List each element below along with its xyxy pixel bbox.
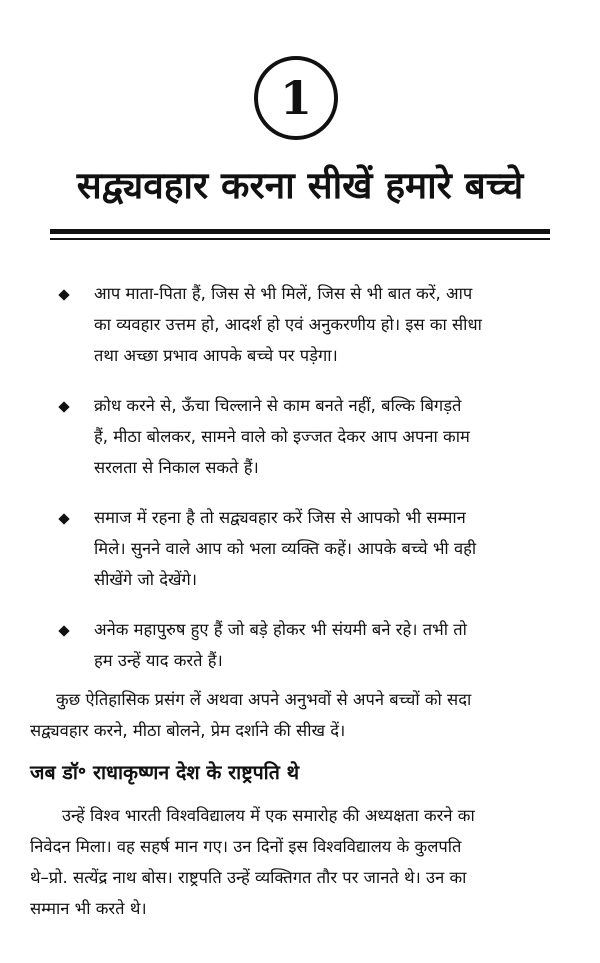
chapter-number: 1 [279,71,312,125]
bullet-item [56,502,568,595]
section-heading: जब डॉ॰ राधाकृष्णन देश के राष्ट्रपति थे [30,761,300,784]
section-paragraph [30,800,575,924]
bullet-list [56,278,568,695]
bullet-item [56,390,568,483]
bullet-text-line: आप माता-पिता हैं, जिस से भी मिलें, जिस से भी बात करें, आप [94,284,473,303]
paragraph-line: सद्व्यवहार करने, मीठा बोलने, प्रेम दर्शाने की सीख दें। [30,721,346,740]
paragraph-line: निवेदन मिला। वह सहर्ष मान गए। उन दिनों इस विश्वविद्यालय के कुलपति [30,837,462,856]
paragraph-line: कुछ ऐतिहासिक प्रसंग लें अथवा अपने अनुभवों से अपने बच्चों को सदा [56,690,472,709]
chapter-title: सद्व्यवहार करना सीखें हमारे बच्चे [76,164,524,207]
diamond-bullet-icon [58,513,69,524]
bullet-text-line: समाज में रहना है तो सद्व्यवहार करें जिस से आपको भी सम्मान [94,508,466,527]
diamond-bullet-icon [58,289,69,300]
bullet-text-line: अनेक महापुरुष हुए हैं जो बड़े होकर भी संयमी बने रहे। तभी तो [94,620,467,639]
diamond-bullet-icon [58,401,69,412]
paragraph-line: सम्मान भी करते थे। [30,899,147,918]
bullet-text-line: मिले। सुनने वाले आप को भला व्यक्ति कहें। आपके बच्चे भी वही [94,539,477,558]
diamond-bullet-icon [58,625,69,636]
bullet-text-line: सरलता से निकाल सकते हैं। [94,458,259,477]
bullet-text-line: सीखेंगे जो देखेंगे। [94,570,198,589]
chapter-number-badge [254,56,338,140]
paragraph-line: थे–प्रो. सत्येंद्र नाथ बोस। राष्ट्रपति उन्हें व्यक्तिगत तौर पर जानते थे। उन का [30,868,467,887]
paragraph-line: उन्हें विश्व भारती विश्वविद्यालय में एक समारोह की अध्यक्षता करने का [62,806,475,825]
bullet-text-line: तथा अच्छा प्रभाव आपके बच्चे पर पड़ेगा। [94,346,338,365]
intro-paragraph [30,684,575,746]
bullet-item [56,614,568,676]
bullet-text-line: हैं, मीठा बोलकर, सामने वाले को इज्जत देकर आप अपना काम [94,427,470,446]
bullet-text-line: क्रोध करने से, ऊँचा चिल्लाने से काम बनते नहीं, बल्कि बिगड़ते [94,396,462,415]
bullet-item [56,278,568,371]
title-divider-thin [50,238,550,240]
bullet-text-line: हम उन्हें याद करते हैं। [94,651,223,670]
bullet-text-line: का व्यवहार उत्तम हो, आदर्श हो एवं अनुकरणीय हो। इस का सीधा [94,315,482,334]
title-divider-thick [50,229,550,234]
